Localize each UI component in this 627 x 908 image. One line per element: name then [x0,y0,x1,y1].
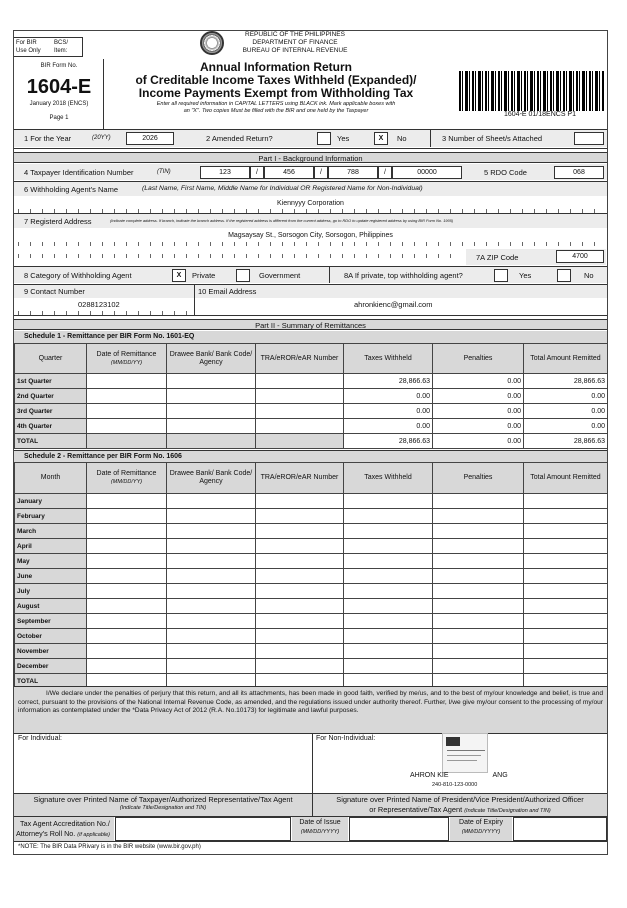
year-field[interactable]: 2026 [126,132,174,145]
s1-header-penalties: Penalties [433,344,524,374]
table-row [15,524,608,539]
for-year-label: 1 For the Year [24,134,72,143]
for-individual-label: For Individual: [18,735,62,742]
zip-block [466,249,606,265]
bcs-label: BCS/ [54,40,69,46]
accreditation-field[interactable] [115,817,291,841]
table-row [15,644,608,659]
taxes-cell[interactable] [344,509,433,524]
signer-name-tail: ANG [492,772,508,779]
month-label: December [15,659,87,674]
part1-title: Part I - Background Information [14,152,607,163]
barcode-image [459,71,604,111]
taxes-cell[interactable] [344,494,433,509]
table-row [15,494,608,509]
tra-cell[interactable] [256,389,344,404]
s1-header-bank: Drawee Bank/ Bank Code/ Agency [167,344,256,374]
s2-header-penalties: Penalties [433,463,524,494]
date-expiry-hint: (MM/DD/YYYY) [461,829,501,835]
tin-separator-1: / [250,166,264,179]
table-row [15,554,608,569]
agent-name-label: 6 Withholding Agent's Name [24,185,118,194]
taxes-cell[interactable]: 0.00 [344,404,433,419]
tin-label: 4 Taxpayer Identification Number [24,168,134,177]
total-cell[interactable] [524,614,608,629]
sig-right-hint: (Indicate Title/Designation and TIN) [464,808,551,814]
month-label: January [15,494,87,509]
top-yes-label: Yes [519,271,532,280]
row-label: 3rd Quarter [15,404,87,419]
row-label: 2nd Quarter [15,389,87,404]
bank-cell [167,434,256,449]
government-checkbox[interactable] [236,269,250,282]
penalties-cell[interactable] [433,494,524,509]
sig-right-label: Signature over Printed Name of President/Vice President/Authorized Officer [336,795,584,804]
year-format-hint: (20YY) [92,135,111,141]
amended-yes-checkbox[interactable] [317,132,331,145]
signer-tin: 240-810-123-0000 [432,782,478,788]
penalties-cell[interactable]: 0.00 [433,404,524,419]
total-cell[interactable] [524,629,608,644]
total-cell[interactable]: 0.00 [524,404,608,419]
tra-cell[interactable] [256,419,344,434]
tra-cell[interactable] [256,599,344,614]
row-agent-label [14,182,607,196]
date-cell[interactable] [87,584,167,599]
form-title [106,61,446,115]
zip-field[interactable]: 4700 [556,250,604,263]
date-cell[interactable] [87,539,167,554]
rdo-field[interactable]: 068 [554,166,604,179]
s1-header-quarter: Quarter [15,344,87,374]
total-cell[interactable]: 0.00 [524,389,608,404]
penalties-cell[interactable] [433,554,524,569]
sig-left-caption [14,794,312,816]
privacy-note: *NOTE: The BIR Data PRivary is in the BIR website (www.bir.gov.ph) [18,844,201,850]
private-checkbox[interactable]: X [172,269,186,282]
signer-name [410,772,508,779]
sig-right-label-2: or Representative/Tax Agent [369,805,463,814]
signature-logo-icon [446,737,460,746]
amended-no-label: No [397,134,407,143]
top-agent-label: 8A If private, top withholding agent? [344,271,463,280]
row-year-amended [14,130,607,147]
date-issue-label: Date of Issue [299,819,341,826]
amended-yes-label: Yes [337,134,350,143]
s1-header-date [87,344,167,374]
republic-label: REPUBLIC OF THE PHILIPPINES [245,31,345,38]
total-cell[interactable] [524,599,608,614]
row-category [14,267,607,283]
s2-header-date-hint: (MM/DD/YY) [110,479,143,485]
month-label: September [15,614,87,629]
contact-label: 9 Contact Number [24,287,85,296]
s2-header-tra: TRA/eROR/eAR Number [256,463,344,494]
month-label: July [15,584,87,599]
sheets-attached-field[interactable] [574,132,604,145]
total-cell[interactable] [524,644,608,659]
amended-no-checkbox[interactable]: X [374,132,388,145]
tra-cell[interactable] [256,494,344,509]
sig-left-hint: (Indicate Title/Designation and TIN) [119,805,207,811]
for-bir-label: For BIR [16,40,37,46]
total-cell[interactable] [524,659,608,674]
table-row [15,389,608,404]
sig-right-line-2 [313,805,607,816]
table-row [15,599,608,614]
taxes-cell[interactable] [344,569,433,584]
bank-cell[interactable] [167,644,256,659]
accreditation-label: Tax Agent Accreditation No./ [20,819,110,828]
row-contact-label [14,285,607,298]
date-cell[interactable] [87,554,167,569]
taxes-cell[interactable] [344,584,433,599]
sig-left-label: Signature over Printed Name of Taxpayer/Authorized Representative/Tax Agent [33,795,293,804]
penalties-cell[interactable] [433,629,524,644]
form-page [13,30,608,855]
taxes-cell[interactable] [344,644,433,659]
date-cell[interactable] [87,374,167,389]
table-row [15,659,608,674]
tin-field-4[interactable]: 00000 [392,166,462,179]
taxes-cell[interactable] [344,629,433,644]
bank-cell[interactable] [167,599,256,614]
top-no-checkbox[interactable] [557,269,571,282]
date-expiry-label-block [450,817,512,841]
tin-separator-2: / [314,166,328,179]
date-cell[interactable] [87,599,167,614]
rdo-label: 5 RDO Code [484,168,527,177]
item-label: Item: [54,48,68,54]
schedule2-table [14,462,608,689]
accreditation-label-block [14,817,114,841]
penalties-cell[interactable]: 0.00 [433,434,524,449]
total-cell[interactable]: 28,866.63 [524,374,608,389]
title-line-1: Annual Information Return [200,60,352,74]
date-cell[interactable] [87,509,167,524]
total-cell[interactable] [524,509,608,524]
total-cell[interactable] [524,569,608,584]
bank-cell[interactable] [167,659,256,674]
penalties-cell[interactable]: 0.00 [433,374,524,389]
penalties-cell[interactable] [433,584,524,599]
taxes-cell[interactable] [344,599,433,614]
date-cell[interactable] [87,614,167,629]
s1-header-total: Total Amount Remitted [524,344,608,374]
declaration-text: I/We declare under the penalties of perjury that this return, and all its attachments, has been made in good faith, verified by me/us, and to the best of my/our knowledge and belief, is true and correct, pursuant to the provisions of the National Internal Revenue Code, as amended, and the regulations issued under authority thereof. Further, I/we give my/our consent to the processing of my/our information as contemplated under the *Data Privacy Act of 2012 (R.A. No.10173) for legitimate and lawful purposes. [18,690,603,714]
taxes-cell[interactable] [344,554,433,569]
s1-header-date-label: Date of Remittance [96,350,157,358]
tra-cell[interactable] [256,614,344,629]
month-label: April [15,539,87,554]
tin-field-3[interactable]: 788 [328,166,378,179]
department-label: DEPARTMENT OF FINANCE [252,39,338,46]
bank-cell[interactable] [167,569,256,584]
sig-right-caption [313,794,607,816]
penalties-cell[interactable] [433,659,524,674]
total-cell[interactable] [524,554,608,569]
total-cell[interactable] [524,524,608,539]
s1-header-tra: TRA/eROR/eAR Number [256,344,344,374]
date-cell[interactable] [87,569,167,584]
table-row [15,629,608,644]
top-no-label: No [584,271,594,280]
taxes-cell[interactable]: 28,866.63 [344,434,433,449]
taxes-cell[interactable] [344,539,433,554]
signer-name-first: AHRON KIE [410,772,449,779]
tin-field-1[interactable]: 123 [200,166,250,179]
email-label: 10 Email Address [198,287,257,296]
bank-cell[interactable] [167,584,256,599]
s2-header-total: Total Amount Remitted [524,463,608,494]
date-expiry-field[interactable] [513,817,607,841]
accreditation-label-2 [16,829,110,838]
form-no-label: BIR Form No. [40,63,78,69]
taxes-cell[interactable]: 28,866.63 [344,374,433,389]
row-label: 4th Quarter [15,419,87,434]
government-label: Government [259,271,301,280]
total-cell[interactable] [524,494,608,509]
bank-cell[interactable] [167,539,256,554]
barcode-code: 1604-E 01/18ENCS P1 [504,111,576,118]
tra-cell[interactable] [256,524,344,539]
tra-cell[interactable] [256,539,344,554]
tra-cell[interactable] [256,659,344,674]
date-cell[interactable] [87,404,167,419]
category-label: 8 Category of Withholding Agent [24,271,132,280]
date-cell[interactable] [87,524,167,539]
month-label: March [15,524,87,539]
month-label: June [15,569,87,584]
s1-header-date-hint: (MM/DD/YY) [110,359,143,366]
date-cell[interactable] [87,494,167,509]
instruction-line-1: Enter all required information in CAPITAL LETTERS using BLACK ink. Mark applicable boxes with [156,101,396,107]
schedule1-table [14,343,608,449]
date-issue-field[interactable] [349,817,449,841]
bureau-label: BUREAU OF INTERNAL REVENUE [242,47,348,54]
month-label: TOTAL [15,674,87,689]
date-cell[interactable] [87,389,167,404]
table-row [15,404,608,419]
s2-header-date-label: Date of Remittance [96,470,157,477]
tra-cell[interactable] [256,554,344,569]
tra-cell [256,434,344,449]
accreditation-hint: (if applicable) [77,832,111,838]
row-address-label [14,214,607,228]
tra-cell[interactable] [256,509,344,524]
taxes-cell[interactable] [344,524,433,539]
tra-cell[interactable] [256,374,344,389]
table-row [15,584,608,599]
month-label: May [15,554,87,569]
table-row [15,569,608,584]
tin-field-2[interactable]: 456 [264,166,314,179]
bank-cell[interactable] [167,494,256,509]
sheets-attached-label: 3 Number of Sheet/s Attached [442,134,543,143]
bank-cell[interactable] [167,509,256,524]
penalties-cell[interactable] [433,614,524,629]
date-issue-hint: (MM/DD/YYYY) [300,829,340,835]
contact-field[interactable]: 0288123102 [78,300,120,309]
bank-cell[interactable] [167,404,256,419]
form-number: 1604-E [26,76,92,98]
s1-header-taxes: Taxes Withheld [344,344,433,374]
taxes-cell[interactable]: 0.00 [344,389,433,404]
date-cell[interactable] [87,644,167,659]
tra-cell[interactable] [256,404,344,419]
date-expiry-label: Date of Expiry [459,819,503,826]
table-row-total [15,434,608,449]
email-field[interactable]: ahronkienc@gmail.com [354,300,433,309]
month-label: February [15,509,87,524]
total-cell[interactable] [524,539,608,554]
address-hint: (Indicate complete address. If branch, indicate the branch address. If the registered address is different from the current address, go to RDO to update registered address by using BIR Form No. 1905) [110,218,454,223]
use-only-label: Use Only [16,48,41,54]
title-line-3: Income Payments Exempt from Withholding Tax [138,86,414,100]
table-row [15,614,608,629]
declaration-box [14,686,607,734]
part2-title: Part II - Summary of Remittances [14,319,607,330]
title-line-2: of Creditable Income Taxes Withheld (Expanded)/ [135,73,417,87]
total-cell[interactable] [524,584,608,599]
s2-header-month: Month [15,463,87,494]
date-cell[interactable] [87,659,167,674]
form-version: January 2018 (ENCS) [29,101,89,107]
date-cell [87,434,167,449]
penalties-cell[interactable] [433,524,524,539]
tra-cell[interactable] [256,644,344,659]
form-id-block [14,59,104,129]
schedule1-title: Schedule 1 - Remittance per BIR Form No. 1601-EQ [14,331,607,343]
date-cell[interactable] [87,629,167,644]
bank-cell[interactable] [167,389,256,404]
penalties-cell[interactable] [433,569,524,584]
zip-label: 7A ZIP Code [476,253,519,262]
page-number: Page 1 [49,115,69,121]
address-field[interactable]: Magsaysay St., Sorsogon City, Sorsogon, Philippines [228,232,393,239]
total-cell[interactable]: 28,866.63 [524,434,608,449]
penalties-cell[interactable] [433,644,524,659]
bank-cell[interactable] [167,554,256,569]
tin-hint: (TIN) [157,169,171,175]
instruction-line-2: an "X". Two copies Must be filled with the BIR and one held by the Taxpayer [183,108,369,114]
roll-no-label: Attorney's Roll No. [16,829,76,838]
month-label: October [15,629,87,644]
bank-cell[interactable] [167,614,256,629]
signature-image [442,733,488,773]
schedule2-title: Schedule 2 - Remittance per BIR Form No. 1606 [14,450,607,462]
tra-cell[interactable] [256,629,344,644]
taxes-cell[interactable] [344,659,433,674]
row-label: 1st Quarter [15,374,87,389]
for-non-individual-label: For Non-Individual: [316,735,376,742]
agent-name-hint: (Last Name, First Name, Middle Name for Individual OR Registered Name for Non-Individual) [142,185,423,192]
tra-cell[interactable] [256,569,344,584]
tin-separator-3: / [378,166,392,179]
penalties-cell[interactable] [433,539,524,554]
private-label: Private [192,271,216,280]
total-cell[interactable]: 0.00 [524,419,608,434]
table-row [15,419,608,434]
row-label: TOTAL [15,434,87,449]
taxes-cell[interactable]: 0.00 [344,419,433,434]
s2-header-taxes: Taxes Withheld [344,463,433,494]
penalties-cell[interactable] [433,599,524,614]
taxes-cell[interactable] [344,614,433,629]
table-row [15,509,608,524]
penalties-cell[interactable]: 0.00 [433,419,524,434]
amended-label: 2 Amended Return? [206,134,273,143]
date-issue-label-block [292,817,348,841]
month-label: August [15,599,87,614]
bank-cell[interactable] [167,629,256,644]
bank-cell[interactable] [167,374,256,389]
bank-cell[interactable] [167,419,256,434]
bank-cell[interactable] [167,524,256,539]
row-tin [14,164,607,180]
table-row [15,539,608,554]
tra-cell[interactable] [256,584,344,599]
s2-header-date [87,463,167,494]
address-label: 7 Registerd Address [24,217,92,226]
penalties-cell[interactable]: 0.00 [433,389,524,404]
month-label: November [15,644,87,659]
top-yes-checkbox[interactable] [494,269,508,282]
date-cell[interactable] [87,419,167,434]
table-row [15,374,608,389]
agent-name-field[interactable]: Kiennyyy Corporation [277,200,344,207]
penalties-cell[interactable] [433,509,524,524]
s2-header-bank: Drawee Bank/ Bank Code/ Agency [167,463,256,494]
